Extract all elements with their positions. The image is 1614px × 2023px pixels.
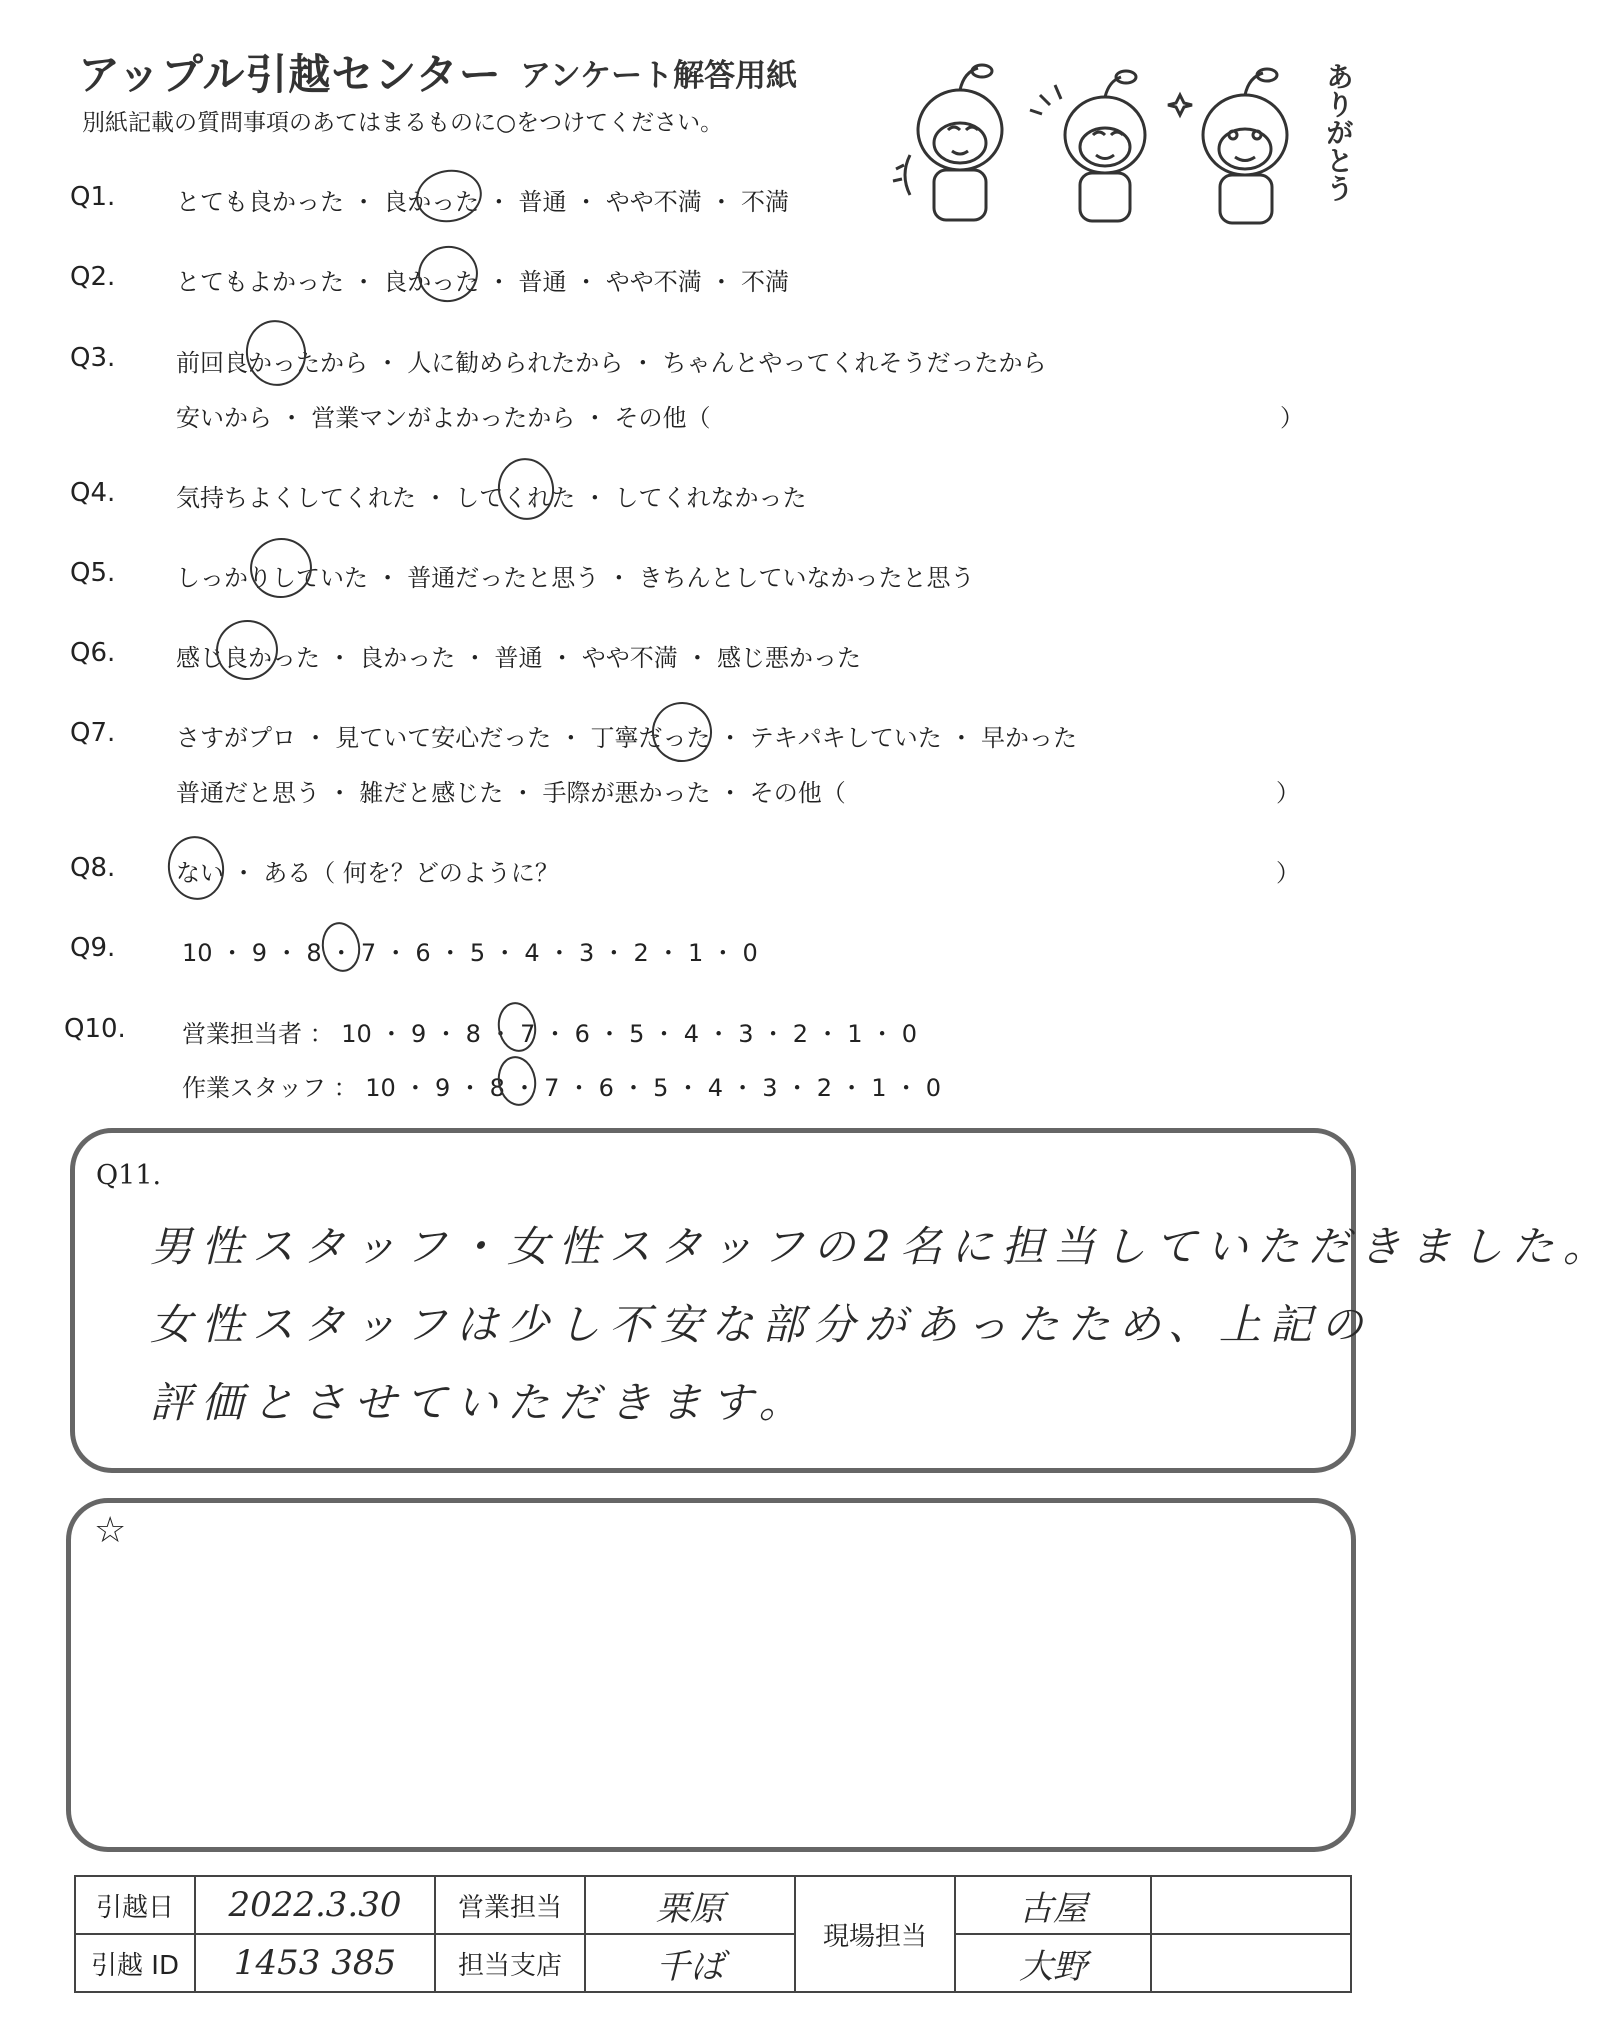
q1-label: Q1. (70, 182, 116, 212)
q6-options: 感じ良かった ・ 良かった ・ 普通 ・ やや不満 ・ 感じ悪かった (176, 644, 862, 672)
q10-sales-scale: 営業担当者 ： 10 ・ 9 ・ 8 ・ 7 ・ 6 ・ 5 ・ 4 ・ 3 ・ 2 ・ 1 ・ 0 (182, 1020, 918, 1048)
sales-rep-label: 営業担当 (435, 1876, 585, 1934)
footer-extra-cell-2 (1151, 1934, 1351, 1992)
q8-options: ない ・ ある（ 何を？どのように？ (176, 859, 559, 887)
q4-selection-circle (493, 454, 559, 525)
q3-label: Q3. (70, 343, 116, 373)
q4-label: Q4. (70, 478, 116, 508)
q2-label: Q2. (70, 262, 116, 292)
mascot-left-icon (893, 65, 1002, 220)
q7-options-line1: さすがプロ ・ 見ていて安心だった ・ 丁寧だった ・ テキパキしていた ・ 早かった (176, 724, 1078, 752)
sales-rep-value: 栗原 (585, 1876, 795, 1934)
branch-label: 担当支店 (435, 1934, 585, 1992)
q7-selection-circle (647, 697, 717, 767)
mascot-illustration (890, 55, 1330, 230)
branch-value: 千ば (585, 1934, 795, 1992)
q11-comment-line1: 男性スタッフ・女性スタッフの2名に担当していただきました。 (150, 1222, 1614, 1271)
footer-table (74, 1875, 1352, 1993)
q8-selection-circle (163, 832, 229, 905)
q3-options-line1: 前回良かったから ・ 人に勧められたから ・ ちゃんとやってくれそうだったから (176, 349, 1047, 377)
q2-options: とてもよかった ・ 良かった ・ 普通 ・ やや不満 ・ 不満 (176, 268, 790, 296)
star-comment-box (66, 1498, 1356, 1852)
site-rep-value-1: 古屋 (955, 1876, 1151, 1934)
move-id-label: 引越 ID (75, 1934, 195, 1992)
q5-options: しっかりしていた ・ 普通だったと思う ・ きちんとしていなかったと思う (176, 564, 975, 592)
instruction-text: 別紙記載の質問事項のあてはまるものに○をつけてください。 (82, 110, 724, 136)
q10-label: Q10. (64, 1014, 126, 1044)
q8-options-close: ） (1276, 859, 1300, 887)
q6-selection-circle (211, 615, 282, 685)
q1-selection-circle (412, 165, 486, 228)
q3-options-line2: 安いから ・ 営業マンがよかったから ・ その他（ (176, 404, 711, 432)
mascot-center-icon (1030, 71, 1145, 221)
move-id-value: 1453 385 (195, 1934, 435, 1992)
q11-comment-line2: 女性スタッフは少し不安な部分があったため、上記の (150, 1300, 1372, 1349)
q9-scale: 10 ・ 9 ・ 8 ・ 7 ・ 6 ・ 5 ・ 4 ・ 3 ・ 2 ・ 1 ・ 0 (182, 939, 758, 967)
page-title: アップル引越センター (78, 50, 502, 99)
move-date-value: 2022.3.30 (195, 1876, 435, 1934)
site-rep-label: 現場担当 (795, 1876, 955, 1992)
q3-options-close: ） (1280, 404, 1304, 432)
q7-label: Q7. (70, 718, 116, 748)
q11-comment-line3: 評価とさせていただきます。 (150, 1378, 810, 1427)
q9-label: Q9. (70, 933, 116, 963)
q11-label: Q11. (96, 1160, 162, 1191)
star-icon: ☆ (94, 1510, 127, 1551)
q1-options: とても良かった ・ 良かった ・ 普通 ・ やや不満 ・ 不満 (176, 188, 790, 216)
thanks-text: ありがとう (1322, 62, 1355, 202)
site-rep-value-2: 大野 (955, 1934, 1151, 1992)
mascot-right-icon (1168, 69, 1287, 223)
page-subtitle: アンケート解答用紙 (520, 58, 798, 94)
q5-label: Q5. (70, 558, 116, 588)
q7-options-close: ） (1276, 779, 1300, 807)
footer-extra-cell-1 (1151, 1876, 1351, 1934)
q3-selection-circle (241, 315, 312, 390)
q6-label: Q6. (70, 638, 116, 668)
q8-label: Q8. (70, 853, 116, 883)
q10-staff-scale: 作業スタッフ ： 10 ・ 9 ・ 8 ・ 7 ・ 6 ・ 5 ・ 4 ・ 3 ・ 2 ・ 1 ・ 0 (182, 1074, 942, 1102)
q4-options: 気持ちよくしてくれた ・ してくれた ・ してくれなかった (176, 484, 807, 512)
q7-options-line2: 普通だと思う ・ 雑だと感じた ・ 手際が悪かった ・ その他（ (176, 779, 846, 807)
move-date-label: 引越日 (75, 1876, 195, 1934)
